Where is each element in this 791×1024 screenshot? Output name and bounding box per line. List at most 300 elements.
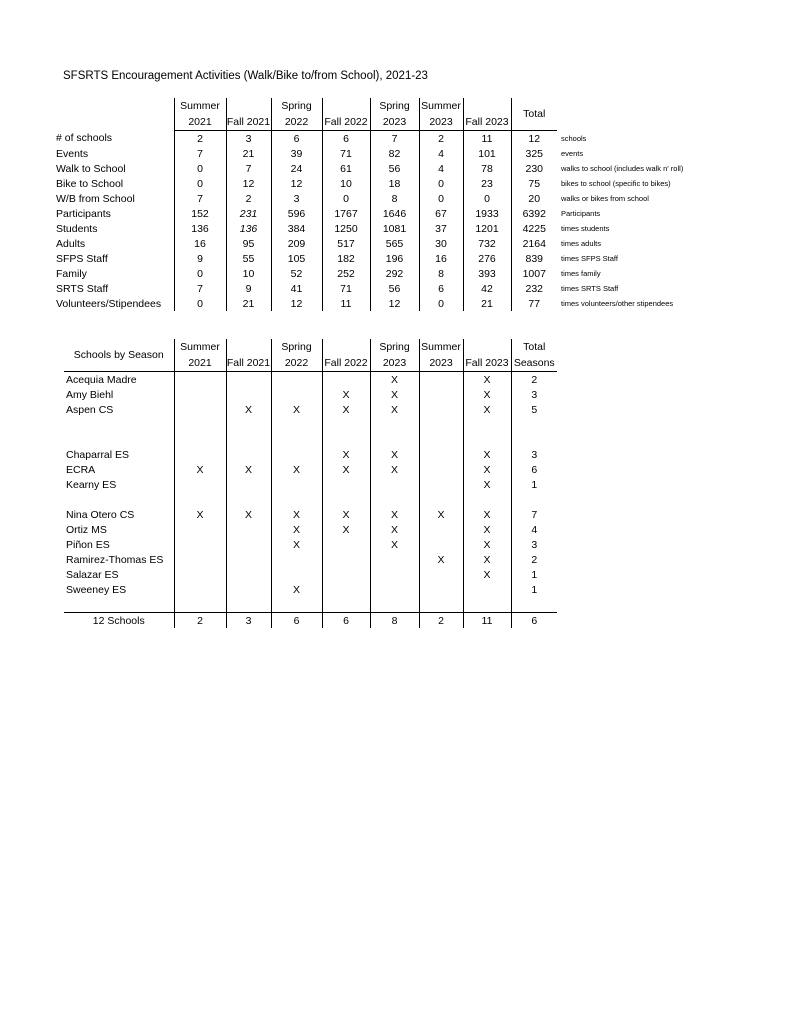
season-mark bbox=[463, 432, 511, 447]
season-mark: X bbox=[370, 387, 419, 402]
corner-label: Schools by Season bbox=[64, 339, 174, 372]
value-cell: 10 bbox=[226, 266, 271, 281]
total-seasons: 3 bbox=[531, 538, 538, 551]
season-mark bbox=[226, 432, 271, 447]
season-mark: X bbox=[271, 507, 322, 522]
value-cell: 182 bbox=[322, 251, 370, 266]
season-header: 2022 bbox=[271, 114, 322, 131]
school-name: Ortiz MS bbox=[64, 522, 174, 537]
data-row bbox=[54, 131, 707, 147]
value-cell: 1646 bbox=[370, 206, 419, 221]
value-cell: 7 bbox=[174, 191, 226, 206]
season-mark: X bbox=[322, 522, 370, 537]
season-mark bbox=[174, 387, 226, 402]
value-cell: 16 bbox=[419, 251, 463, 266]
data-row bbox=[54, 191, 707, 206]
row-label: Adults bbox=[54, 236, 174, 251]
season-header: 2023 bbox=[419, 355, 463, 372]
value-cell: 2 bbox=[419, 131, 463, 147]
total-cell: 232 bbox=[525, 282, 544, 295]
season-mark bbox=[370, 552, 419, 567]
value-cell: 6 bbox=[271, 131, 322, 147]
total-cell: 839 bbox=[525, 252, 544, 265]
school-row bbox=[64, 417, 557, 432]
season-mark: X bbox=[463, 387, 511, 402]
data-row bbox=[54, 251, 707, 266]
header-row bbox=[54, 114, 707, 131]
footer-count: 6 bbox=[322, 613, 370, 629]
value-cell: 101 bbox=[463, 146, 511, 161]
value-cell: 67 bbox=[419, 206, 463, 221]
footer-count: 11 bbox=[463, 613, 511, 629]
value-cell: 7 bbox=[174, 146, 226, 161]
total-seasons: 1 bbox=[531, 568, 538, 581]
row-note: events bbox=[561, 149, 584, 158]
footer-count: 3 bbox=[226, 613, 271, 629]
season-mark: X bbox=[463, 462, 511, 477]
season-mark: X bbox=[174, 507, 226, 522]
season-mark bbox=[322, 582, 370, 597]
season-mark: X bbox=[322, 507, 370, 522]
school-name: Kearny ES bbox=[64, 477, 174, 492]
season-mark bbox=[226, 447, 271, 462]
season-mark: X bbox=[271, 537, 322, 552]
value-cell: 252 bbox=[322, 266, 370, 281]
value-cell: 10 bbox=[322, 176, 370, 191]
value-cell: 136 bbox=[226, 221, 271, 236]
season-mark bbox=[419, 387, 463, 402]
data-row bbox=[54, 236, 707, 251]
value-cell: 4 bbox=[419, 161, 463, 176]
total-seasons: 2 bbox=[531, 373, 538, 386]
data-row bbox=[54, 176, 707, 191]
header-row bbox=[54, 98, 707, 114]
season-mark bbox=[322, 567, 370, 582]
value-cell: 384 bbox=[271, 221, 322, 236]
value-cell: 16 bbox=[174, 236, 226, 251]
season-header: Fall 2022 bbox=[322, 114, 370, 131]
activities-table bbox=[54, 98, 707, 311]
season-mark: X bbox=[226, 462, 271, 477]
footer-count: 2 bbox=[419, 613, 463, 629]
value-cell: 41 bbox=[271, 281, 322, 296]
school-row bbox=[64, 567, 557, 582]
row-note: times SFPS Staff bbox=[561, 254, 618, 263]
value-cell: 8 bbox=[370, 191, 419, 206]
value-cell: 21 bbox=[463, 296, 511, 311]
season-mark: X bbox=[322, 447, 370, 462]
season-header bbox=[226, 339, 271, 355]
footer-count: 2 bbox=[174, 613, 226, 629]
spacer-cell bbox=[271, 597, 322, 613]
row-note: times adults bbox=[561, 239, 602, 248]
season-mark bbox=[271, 477, 322, 492]
school-row bbox=[64, 537, 557, 552]
season-mark bbox=[322, 417, 370, 432]
footer-count: 8 bbox=[370, 613, 419, 629]
value-cell: 82 bbox=[370, 146, 419, 161]
season-header: 2023 bbox=[370, 355, 419, 372]
total-cell: 20 bbox=[528, 192, 541, 205]
season-header bbox=[322, 339, 370, 355]
season-mark: X bbox=[463, 537, 511, 552]
total-seasons bbox=[511, 492, 557, 507]
value-cell: 7 bbox=[226, 161, 271, 176]
total-seasons bbox=[511, 417, 557, 432]
season-mark bbox=[370, 417, 419, 432]
school-row bbox=[64, 447, 557, 462]
season-mark bbox=[419, 522, 463, 537]
season-mark bbox=[226, 417, 271, 432]
school-name: Aspen CS bbox=[64, 402, 174, 417]
spacer-cell bbox=[64, 597, 174, 613]
spacer-cell bbox=[322, 597, 370, 613]
season-header: Fall 2021 bbox=[226, 355, 271, 372]
school-name: Piñon ES bbox=[64, 537, 174, 552]
season-header: Seasons bbox=[511, 355, 557, 372]
value-cell: 71 bbox=[322, 281, 370, 296]
season-mark: X bbox=[463, 477, 511, 492]
value-cell: 0 bbox=[174, 176, 226, 191]
season-header: Fall 2021 bbox=[226, 114, 271, 131]
season-header: 2023 bbox=[370, 114, 419, 131]
season-mark bbox=[419, 567, 463, 582]
value-cell: 95 bbox=[226, 236, 271, 251]
value-cell: 78 bbox=[463, 161, 511, 176]
school-row bbox=[64, 462, 557, 477]
value-cell: 56 bbox=[370, 281, 419, 296]
total-seasons: 2 bbox=[531, 553, 538, 566]
total-seasons: 4 bbox=[531, 523, 538, 536]
season-mark: X bbox=[271, 402, 322, 417]
school-row bbox=[64, 552, 557, 567]
value-cell: 9 bbox=[174, 251, 226, 266]
school-name bbox=[64, 417, 174, 432]
row-label: # of schools bbox=[54, 131, 174, 147]
footer-total: 6 bbox=[511, 613, 557, 629]
school-name: Acequia Madre bbox=[64, 372, 174, 388]
season-header: Fall 2023 bbox=[463, 114, 511, 131]
season-mark: X bbox=[463, 507, 511, 522]
note-header bbox=[557, 98, 707, 114]
season-mark: X bbox=[370, 402, 419, 417]
school-row bbox=[64, 402, 557, 417]
value-cell: 12 bbox=[370, 296, 419, 311]
season-mark bbox=[174, 492, 226, 507]
total-cell: 6392 bbox=[522, 207, 546, 220]
total-seasons: 3 bbox=[531, 388, 538, 401]
value-cell: 1933 bbox=[463, 206, 511, 221]
total-seasons bbox=[511, 432, 557, 447]
season-header: Spring bbox=[370, 339, 419, 355]
season-mark: X bbox=[463, 447, 511, 462]
value-cell: 9 bbox=[226, 281, 271, 296]
total-cell: 2164 bbox=[522, 237, 546, 250]
value-cell: 37 bbox=[419, 221, 463, 236]
season-mark bbox=[174, 432, 226, 447]
value-cell: 0 bbox=[322, 191, 370, 206]
school-name bbox=[64, 492, 174, 507]
value-cell: 18 bbox=[370, 176, 419, 191]
season-mark bbox=[226, 372, 271, 388]
document-title: SFSRTS Encouragement Activities (Walk/Bike to/from School), 2021-23 bbox=[63, 70, 428, 82]
total-cell: 77 bbox=[528, 297, 541, 310]
header-corner bbox=[54, 114, 174, 131]
footer-row bbox=[64, 613, 557, 629]
row-note: bikes to school (specific to bikes) bbox=[561, 179, 671, 188]
total-cell: 75 bbox=[528, 177, 541, 190]
row-note: times SRTS Staff bbox=[561, 284, 619, 293]
season-mark bbox=[419, 492, 463, 507]
season-mark bbox=[226, 477, 271, 492]
value-cell: 3 bbox=[271, 191, 322, 206]
value-cell: 196 bbox=[370, 251, 419, 266]
season-mark bbox=[174, 417, 226, 432]
total-cell: 1007 bbox=[522, 267, 546, 280]
season-mark bbox=[322, 537, 370, 552]
season-mark bbox=[226, 492, 271, 507]
total-seasons: 7 bbox=[531, 508, 538, 521]
row-note: times students bbox=[561, 224, 610, 233]
season-header: Summer bbox=[174, 98, 226, 114]
season-mark bbox=[463, 492, 511, 507]
school-row bbox=[64, 582, 557, 597]
school-name: Sweeney ES bbox=[64, 582, 174, 597]
value-cell: 6 bbox=[419, 281, 463, 296]
season-mark: X bbox=[370, 372, 419, 388]
row-note: times volunteers/other stipendees bbox=[561, 299, 674, 308]
value-cell: 292 bbox=[370, 266, 419, 281]
season-mark bbox=[419, 477, 463, 492]
season-header: Summer bbox=[419, 98, 463, 114]
school-row bbox=[64, 477, 557, 492]
row-label: Family bbox=[54, 266, 174, 281]
data-row bbox=[54, 146, 707, 161]
season-mark bbox=[226, 567, 271, 582]
season-mark: X bbox=[370, 537, 419, 552]
total-header: Total bbox=[511, 98, 557, 131]
footer-label: 12 Schools bbox=[64, 613, 174, 629]
value-cell: 12 bbox=[271, 296, 322, 311]
value-cell: 12 bbox=[271, 176, 322, 191]
value-cell: 0 bbox=[174, 266, 226, 281]
value-cell: 0 bbox=[174, 296, 226, 311]
row-note: Participants bbox=[561, 209, 601, 218]
season-header bbox=[226, 98, 271, 114]
note-header bbox=[557, 114, 707, 131]
spacer-cell bbox=[419, 597, 463, 613]
header-row bbox=[64, 339, 557, 355]
season-mark: X bbox=[271, 462, 322, 477]
season-mark bbox=[174, 522, 226, 537]
value-cell: 276 bbox=[463, 251, 511, 266]
season-mark bbox=[271, 552, 322, 567]
season-mark bbox=[174, 372, 226, 388]
data-row bbox=[54, 161, 707, 176]
school-name: Chaparral ES bbox=[64, 447, 174, 462]
season-mark bbox=[174, 447, 226, 462]
value-cell: 565 bbox=[370, 236, 419, 251]
row-label: W/B from School bbox=[54, 191, 174, 206]
season-mark: X bbox=[370, 522, 419, 537]
season-mark bbox=[271, 387, 322, 402]
total-cell: 230 bbox=[525, 162, 544, 175]
total-cell: 12 bbox=[528, 132, 541, 145]
schools-by-season-table bbox=[64, 339, 557, 628]
season-header: 2021 bbox=[174, 355, 226, 372]
season-mark bbox=[174, 552, 226, 567]
season-header: Total bbox=[523, 341, 546, 353]
total-seasons: 1 bbox=[531, 478, 538, 491]
season-mark: X bbox=[463, 402, 511, 417]
season-mark bbox=[271, 372, 322, 388]
value-cell: 1250 bbox=[322, 221, 370, 236]
row-label: Events bbox=[54, 146, 174, 161]
row-note: times family bbox=[561, 269, 601, 278]
season-header: Spring bbox=[271, 98, 322, 114]
season-mark: X bbox=[419, 552, 463, 567]
spacer-row bbox=[64, 597, 557, 613]
value-cell: 136 bbox=[174, 221, 226, 236]
value-cell: 42 bbox=[463, 281, 511, 296]
season-header: Summer bbox=[419, 339, 463, 355]
value-cell: 7 bbox=[370, 131, 419, 147]
season-mark bbox=[322, 492, 370, 507]
season-header: Spring bbox=[370, 98, 419, 114]
value-cell: 39 bbox=[271, 146, 322, 161]
row-label: Bike to School bbox=[54, 176, 174, 191]
value-cell: 0 bbox=[463, 191, 511, 206]
season-mark bbox=[419, 432, 463, 447]
season-header: Fall 2023 bbox=[463, 355, 511, 372]
value-cell: 393 bbox=[463, 266, 511, 281]
spacer-cell bbox=[174, 597, 226, 613]
value-cell: 3 bbox=[226, 131, 271, 147]
season-mark bbox=[463, 582, 511, 597]
season-header: 2023 bbox=[419, 114, 463, 131]
value-cell: 4 bbox=[419, 146, 463, 161]
data-row bbox=[54, 206, 707, 221]
season-mark: X bbox=[370, 462, 419, 477]
season-mark bbox=[174, 477, 226, 492]
value-cell: 152 bbox=[174, 206, 226, 221]
season-header: Spring bbox=[271, 339, 322, 355]
season-mark bbox=[226, 552, 271, 567]
season-header bbox=[463, 339, 511, 355]
footer-count: 6 bbox=[271, 613, 322, 629]
total-cell: 325 bbox=[525, 147, 544, 160]
season-mark: X bbox=[322, 402, 370, 417]
season-header: Summer bbox=[174, 339, 226, 355]
value-cell: 1767 bbox=[322, 206, 370, 221]
season-mark bbox=[271, 447, 322, 462]
data-row bbox=[54, 296, 707, 311]
value-cell: 7 bbox=[174, 281, 226, 296]
data-row bbox=[54, 221, 707, 236]
total-seasons: 6 bbox=[531, 463, 538, 476]
season-mark bbox=[419, 417, 463, 432]
season-mark: X bbox=[271, 582, 322, 597]
total-seasons: 1 bbox=[531, 583, 538, 596]
season-mark bbox=[463, 417, 511, 432]
value-cell: 11 bbox=[322, 296, 370, 311]
value-cell: 1201 bbox=[463, 221, 511, 236]
value-cell: 30 bbox=[419, 236, 463, 251]
season-mark: X bbox=[322, 387, 370, 402]
season-mark bbox=[419, 462, 463, 477]
value-cell: 0 bbox=[174, 161, 226, 176]
season-mark bbox=[322, 552, 370, 567]
school-row bbox=[64, 432, 557, 447]
row-note: walks or bikes from school bbox=[561, 194, 649, 203]
school-row bbox=[64, 372, 557, 388]
season-mark bbox=[370, 432, 419, 447]
value-cell: 105 bbox=[271, 251, 322, 266]
season-mark: X bbox=[419, 507, 463, 522]
row-label: SRTS Staff bbox=[54, 281, 174, 296]
row-note: schools bbox=[561, 133, 587, 143]
school-row bbox=[64, 522, 557, 537]
season-mark: X bbox=[271, 522, 322, 537]
total-seasons: 3 bbox=[531, 448, 538, 461]
header-corner bbox=[54, 98, 174, 114]
season-mark bbox=[419, 402, 463, 417]
season-mark bbox=[370, 477, 419, 492]
spacer-cell bbox=[370, 597, 419, 613]
season-mark: X bbox=[463, 567, 511, 582]
season-mark bbox=[419, 582, 463, 597]
season-mark bbox=[370, 492, 419, 507]
season-mark bbox=[419, 537, 463, 552]
spacer-cell bbox=[463, 597, 511, 613]
season-mark: X bbox=[226, 507, 271, 522]
value-cell: 517 bbox=[322, 236, 370, 251]
season-mark: X bbox=[463, 522, 511, 537]
spacer-cell bbox=[226, 597, 271, 613]
value-cell: 21 bbox=[226, 146, 271, 161]
season-mark: X bbox=[463, 372, 511, 388]
value-cell: 11 bbox=[463, 131, 511, 147]
school-name: ECRA bbox=[64, 462, 174, 477]
school-row bbox=[64, 387, 557, 402]
season-mark bbox=[271, 417, 322, 432]
value-cell: 0 bbox=[419, 176, 463, 191]
value-cell: 12 bbox=[226, 176, 271, 191]
value-cell: 0 bbox=[419, 191, 463, 206]
value-cell: 2 bbox=[226, 191, 271, 206]
season-mark: X bbox=[370, 507, 419, 522]
value-cell: 55 bbox=[226, 251, 271, 266]
season-mark bbox=[226, 582, 271, 597]
row-label: Volunteers/Stipendees bbox=[54, 296, 174, 311]
season-mark bbox=[322, 372, 370, 388]
value-cell: 732 bbox=[463, 236, 511, 251]
value-cell: 8 bbox=[419, 266, 463, 281]
value-cell: 24 bbox=[271, 161, 322, 176]
season-mark bbox=[174, 402, 226, 417]
school-name: Nina Otero CS bbox=[64, 507, 174, 522]
value-cell: 52 bbox=[271, 266, 322, 281]
total-seasons: 5 bbox=[531, 403, 538, 416]
school-name bbox=[64, 432, 174, 447]
value-cell: 21 bbox=[226, 296, 271, 311]
season-mark bbox=[271, 567, 322, 582]
school-name: Salazar ES bbox=[64, 567, 174, 582]
value-cell: 56 bbox=[370, 161, 419, 176]
data-row bbox=[54, 281, 707, 296]
season-mark bbox=[226, 537, 271, 552]
season-mark bbox=[419, 372, 463, 388]
